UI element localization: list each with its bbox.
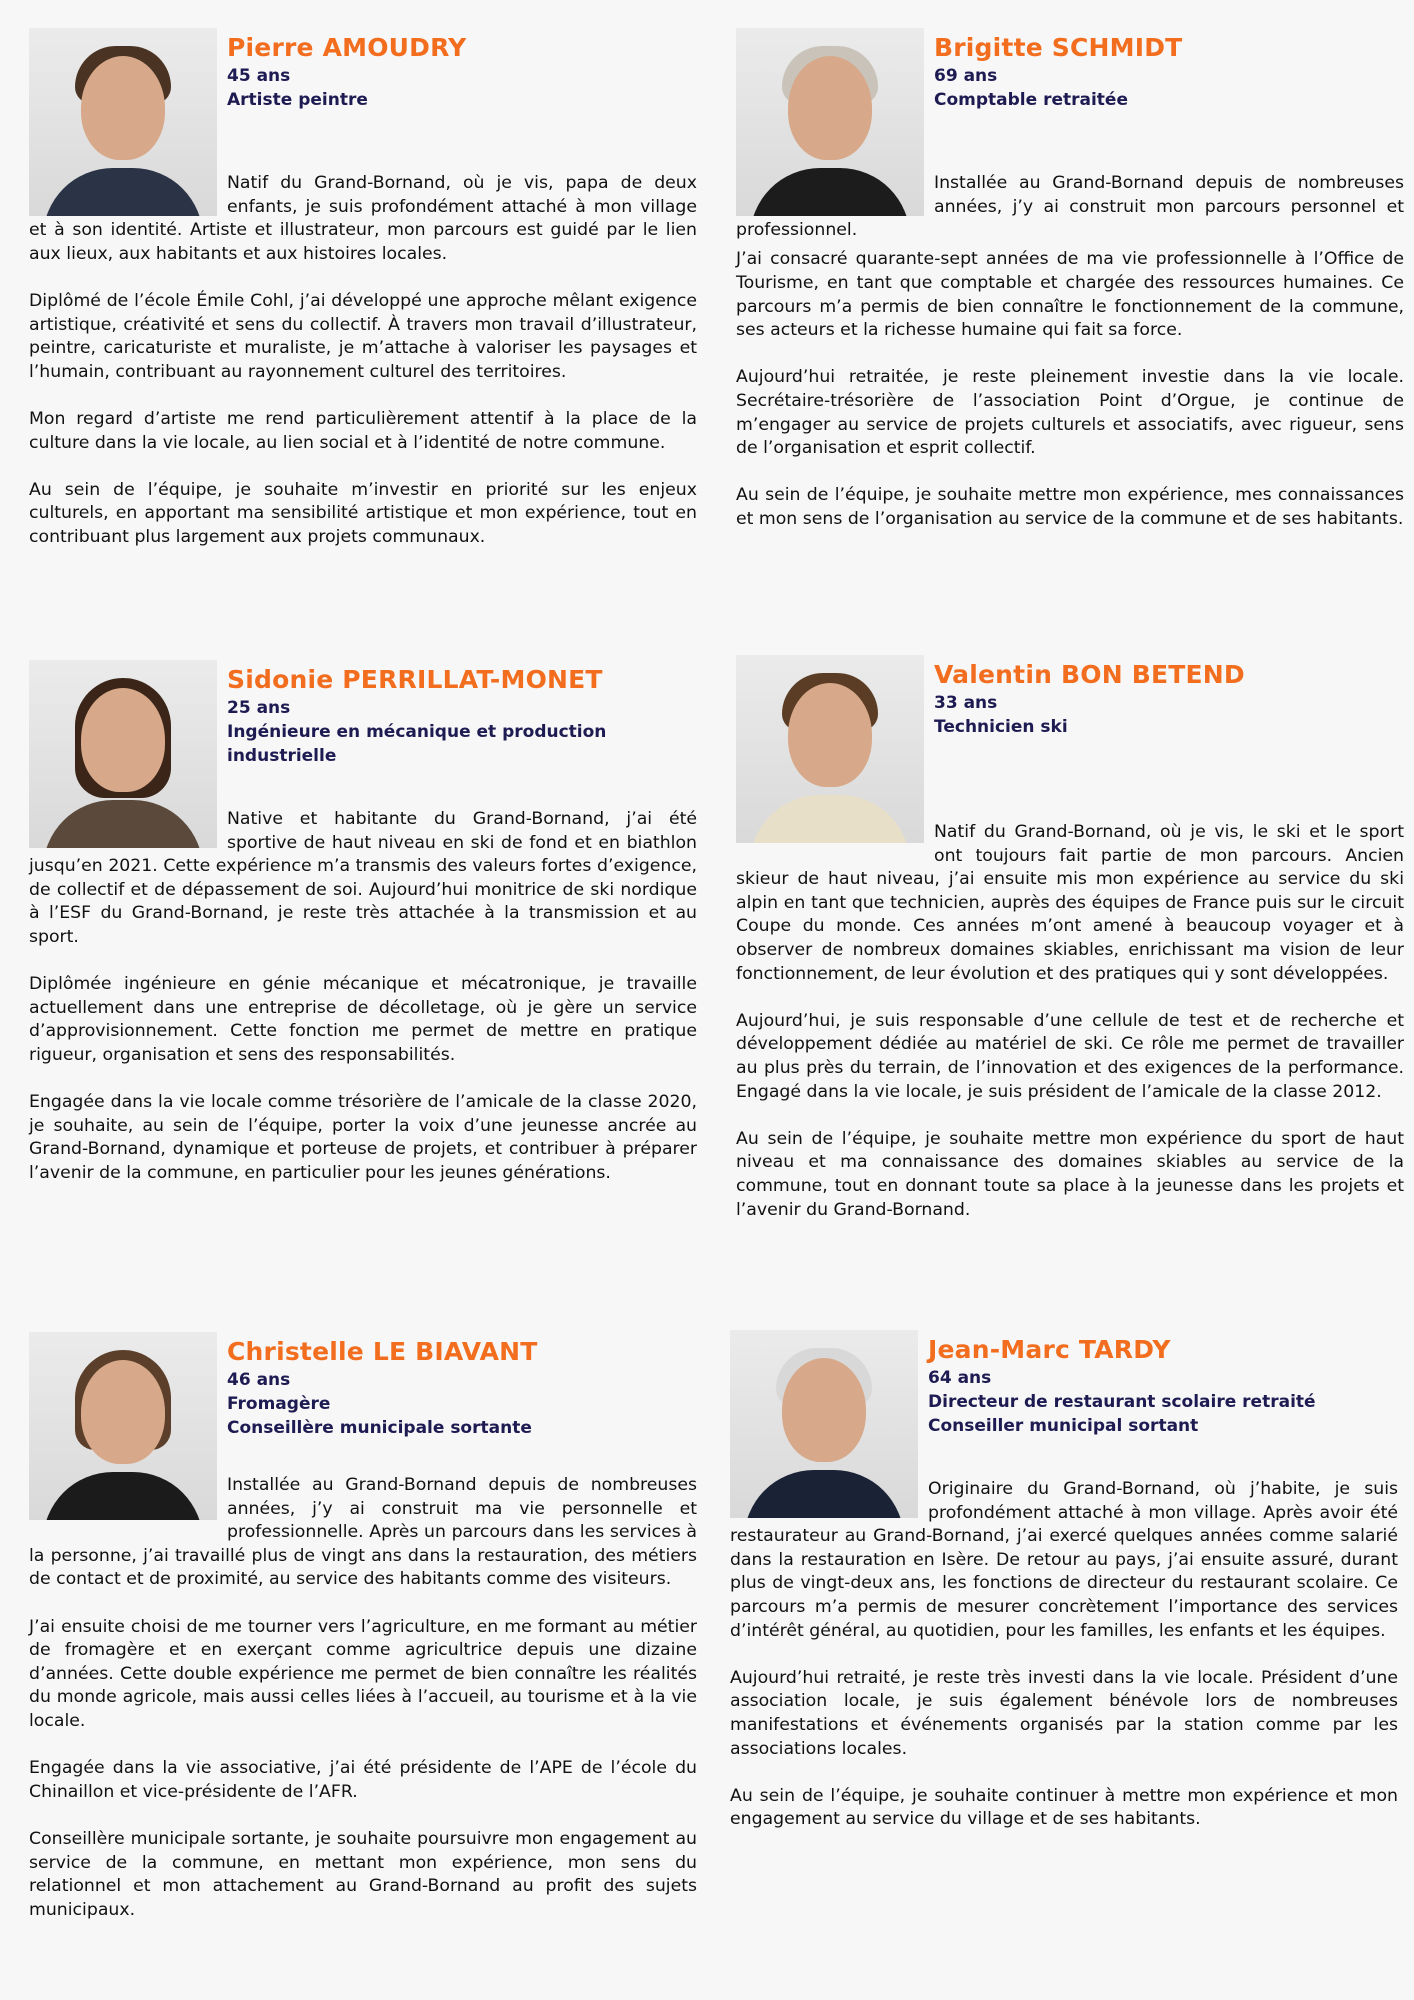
candidate-age: 25 ans: [227, 698, 291, 718]
candidate-role: Conseiller municipal sortant: [928, 1416, 1199, 1436]
candidate-age: 46 ans: [227, 1370, 291, 1390]
candidate-role: Fromagère: [227, 1394, 331, 1414]
candidate-paragraph: Diplômée ingénieure en génie mécanique et mécatronique, je travaille actuellement dans une entreprise de décolletage, où je gère un service d’approvisionnement. Cette fonction me permet de mettre en pratique rigueur, organisation et sens des responsabilités.: [29, 974, 697, 1065]
candidate-card-perrillat-monet: [29, 660, 697, 1186]
candidate-name: Brigitte SCHMIDT: [934, 33, 1183, 62]
candidate-paragraph: Aujourd’hui retraité, je reste très investi dans la vie locale. Président d’une association locale, je suis également bénévole lors de nombreuses manifestations et événements organisés par la station comme par les associations locales.: [730, 1667, 1398, 1759]
candidate-photo: [736, 655, 924, 843]
candidate-paragraph: Engagée dans la vie locale comme trésorière de l’amicale de la classe 2020, je souhaite, au sein de l’équipe, porter la voix d’une jeunesse ancrée au Grand-Bornand, dynamique et porteuse de projets, et contribuer à préparer l’avenir de la commune, en particulier pour les jeunes générations.: [29, 1092, 697, 1183]
candidate-paragraph: Au sein de l’équipe, je souhaite continuer à mettre mon expérience et mon engagement au service du village et de ses habitants.: [730, 1785, 1398, 1830]
candidate-paragraph: Natif du Grand-Bornand, où je vis, le ski et le sport ont toujours fait partie de mon parcours. Ancien skieur de haut niveau, j’ai ensuite mis mon expérience au service du ski alpin en tant que technicien, auprès des équipes de France puis sur le circuit Coupe du monde. Ces années m’ont amené à beaucoup voyager et à observer de nombreux domaines skiables, enrichissant ma vision de leur fonctionnement, de leur évolution et des pratiques qui y sont développées.: [736, 822, 1404, 984]
candidate-paragraph: Aujourd’hui, je suis responsable d’une cellule de test et de recherche et développement dédiée au matériel de ski. Ce rôle me permet de travailler au plus près du terrain, de l’innovation et des exigences de la performance. Engagé dans la vie locale, je suis président de l’amicale de la classe 2012.: [736, 1010, 1404, 1102]
candidate-role: Technicien ski: [934, 717, 1068, 737]
candidate-age: 33 ans: [934, 693, 998, 713]
candidate-paragraph: Au sein de l’équipe, je souhaite mettre mon expérience du sport de haut niveau et ma connaissance des domaines skiables au service de la commune, tout en donnant toute sa place à la jeunesse dans les projets et l’avenir du Grand-Bornand.: [736, 1128, 1404, 1220]
candidate-role: Directeur de restaurant scolaire retraité: [928, 1392, 1316, 1412]
candidate-role: Ingénieure en mécanique et production industrielle: [227, 722, 607, 766]
candidate-paragraph: Engagée dans la vie associative, j’ai été présidente de l’APE de l’école du Chinaillon et vice-présidente de l’AFR.: [29, 1758, 697, 1802]
candidate-paragraph: Installée au Grand-Bornand depuis de nombreuses années, j’y ai construit ma vie personnelle et professionnelle. Après un parcours dans les services à la personne, j’ai travaillé plus de vingt ans dans la restauration, des métiers de contact et de proximité, au service des habitants comme des visiteurs.: [29, 1475, 697, 1590]
candidate-paragraph: Installée au Grand-Bornand depuis de nombreuses années, j’y ai construit mon parcours personnel et professionnel.: [736, 173, 1404, 241]
candidate-name: Christelle LE BIAVANT: [227, 1337, 538, 1366]
candidate-photo: [730, 1330, 918, 1518]
candidate-name: Pierre AMOUDRY: [227, 33, 467, 62]
candidate-role: Comptable retraitée: [934, 90, 1128, 110]
candidate-age: 69 ans: [934, 66, 998, 86]
candidate-role: Artiste peintre: [227, 90, 368, 110]
candidate-card-amoudry: [29, 28, 697, 550]
candidate-name: Jean-Marc TARDY: [928, 1335, 1171, 1364]
candidate-paragraph: Conseillère municipale sortante, je souhaite poursuivre mon engagement au service de la commune, en mettant mon expérience, mon sens du relationnel et mon attachement au Grand-Bornand au profit des sujets municipaux.: [29, 1828, 697, 1920]
candidate-paragraph: J’ai ensuite choisi de me tourner vers l’agriculture, en me formant au métier de fromagère et en exerçant comme agricultrice depuis une dizaine d’années. Cette double expérience me permet de bien connaître les réalités du monde agricole, mais aussi celles liées à l’accueil, au tourisme et à la vie locale.: [29, 1616, 697, 1731]
candidate-paragraph: Aujourd’hui retraitée, je reste pleinement investie dans la vie locale. Secrétaire-trésorière de l’association Point d’Orgue, je continue de m’engager au service de projets culturels et associatifs, avec rigueur, sens de l’organisation et esprit collectif.: [736, 367, 1404, 459]
candidate-name: Valentin BON BETEND: [934, 660, 1245, 689]
candidate-role: Conseillère municipale sortante: [227, 1418, 532, 1438]
candidate-paragraph: Au sein de l’équipe, je souhaite mettre mon expérience, mes connaissances et mon sens de l’organisation au service de la commune et de ses habitants.: [736, 485, 1404, 529]
candidate-card-le-biavant: [29, 1332, 697, 1922]
candidate-age: 45 ans: [227, 66, 291, 86]
candidate-card-tardy: [730, 1330, 1398, 1832]
candidate-card-schmidt: [736, 28, 1404, 532]
candidate-paragraph: Native et habitante du Grand-Bornand, j’ai été sportive de haut niveau en ski de fond et en biathlon jusqu’en 2021. Cette expérience m’a transmis des valeurs fortes d’exigence, de collectif et de dépassement de soi. Aujourd’hui monitrice de ski nordique à l’ESF du Grand-Bornand, je reste très attachée à la transmission et au sport.: [29, 809, 697, 947]
candidate-name: Sidonie PERRILLAT-MONET: [227, 665, 603, 694]
candidate-age: 64 ans: [928, 1368, 992, 1388]
candidate-paragraph: Au sein de l’équipe, je souhaite m’investir en priorité sur les enjeux culturels, en apportant ma sensibilité artistique et mon expérience, tout en contribuant plus largement aux projets communaux.: [29, 479, 697, 547]
candidate-photo: [29, 28, 217, 216]
candidate-photo: [29, 660, 217, 848]
candidate-photo: [736, 28, 924, 216]
candidate-paragraph: Originaire du Grand-Bornand, où j’habite, je suis profondément attaché à mon village. Après avoir été restaurateur au Grand-Bornand, j’ai exercé quelques années comme salarié dans la restauration en Isère. De retour au pays, j’ai ensuite assuré, durant plus de vingt-deux ans, les fonctions de directeur du restaurant scolaire. Ce parcours m’a permis de mesurer concrètement l’importance des services d’intérêt général, au quotidien, pour les familles, les enfants et les équipes.: [730, 1479, 1398, 1641]
candidate-paragraph: Diplômé de l’école Émile Cohl, j’ai développé une approche mêlant exigence artistique, créativité et sens du collectif. À travers mon travail d’illustrateur, peintre, caricaturiste et muraliste, je m’attache à valoriser les paysages et l’humain, contribuant au rayonnement culturel des territoires.: [29, 290, 697, 382]
candidate-paragraph: Natif du Grand-Bornand, où je vis, papa de deux enfants, je suis profondément attaché à mon village et à son identité. Artiste et illustrateur, mon parcours est guidé par le lien aux lieux, aux habitants et aux histoires locales.: [29, 173, 697, 264]
candidate-paragraph: Mon regard d’artiste me rend particulièrement attentif à la place de la culture dans la vie locale, au lien social et à l’identité de notre commune.: [29, 408, 697, 453]
candidate-card-bon-betend: [736, 655, 1404, 1222]
candidate-photo: [29, 1332, 217, 1520]
candidate-paragraph: J’ai consacré quarante-sept années de ma vie professionnelle à l’Office de Tourisme, en tant que comptable et chargée des ressources humaines. Ce parcours m’a permis de bien connaître le fonctionnement de la commune, ses acteurs et la richesse humaine qui fait sa force.: [736, 249, 1404, 341]
